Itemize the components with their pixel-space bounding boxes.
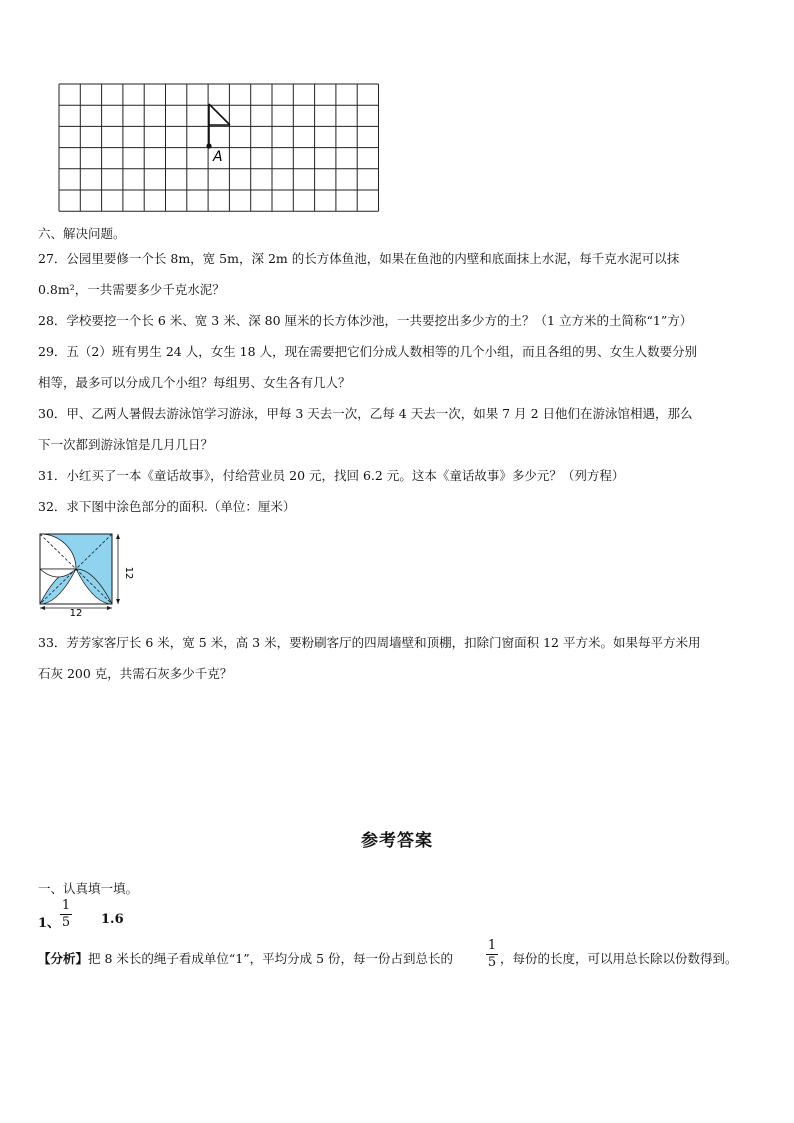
problem-31: 31．小红买了一本《童话故事》，付给营业员 20 元，找回 6.2 元。这本《童话故事》多少元？（列方程）: [38, 468, 625, 483]
problem-30-line-1: 30．甲、乙两人暑假去游泳馆学习游泳，甲每 3 天去一次，乙每 4 天去一次，如果 7 月 2 日他们在游泳馆相遇，那么: [38, 406, 693, 421]
analysis-line: [38, 951, 453, 967]
problem-28: 28．学校要挖一个长 6 米、宽 3 米、深 80 厘米的长方体沙池，一共要挖出多少方的土？（1 立方米的土简称“1”方）: [38, 313, 693, 328]
flag-shape: [209, 104, 230, 146]
problem-29-line-1: 29．五（2）班有男生 24 人，女生 18 人，现在需要把它们分成人数相等的几个小组，而且各组的男、女生人数要分别: [38, 344, 698, 359]
problem-32: 32．求下图中涂色部分的面积.（单位：厘米）: [38, 499, 296, 514]
analysis-fraction: [486, 939, 498, 970]
problem-27-line-2: 0.8m²，一共需要多少千克水泥？: [38, 282, 225, 297]
answer-1-denominator: 5: [61, 915, 71, 930]
bottom-dimension-label: 12: [69, 608, 83, 619]
problem-33-line-1: 33．芳芳家客厅长 6 米，宽 5 米，高 3 米，要粉刷客厅的四周墙壁和顶棚，扣除门窗面积 12 平方米。如果每平方米用: [38, 635, 701, 650]
point-a-dot: [206, 143, 211, 148]
section-one-title: 一、认真填一填。: [38, 881, 139, 896]
problem-29-line-2: 相等，最多可以分成几个小组？每组男、女生各有几人？: [38, 375, 351, 390]
answer-heading: 参考答案: [361, 831, 433, 851]
answer-1-second-value: 1.6: [101, 912, 124, 927]
analysis-tag: 【分析】: [38, 951, 89, 966]
point-a-label: A: [213, 149, 223, 165]
analysis-numerator: 1: [487, 938, 497, 953]
grid-lines: [59, 84, 379, 211]
analysis-text-before: 把 8 米长的绳子看成单位“1”，平均分成 5 份，每一份占到总长的: [88, 951, 454, 966]
analysis-denominator: 5: [487, 955, 497, 970]
analysis-text-after: ，每份的长度，可以用总长除以份数得到。: [500, 951, 738, 966]
answer-1-number: 1、: [38, 916, 61, 931]
grid-figure: [58, 83, 384, 215]
problem-27-line-1: 27．公园里要修一个长 8m，宽 5m，深 2m 的长方体鱼池，如果在鱼池的内壁和底面抹上水泥，每千克水泥可以抹: [38, 251, 680, 266]
right-dimension-label: 12: [123, 566, 134, 580]
answer-1-numerator: 1: [61, 898, 71, 913]
section-six-title: 六、解决问题。: [38, 226, 126, 241]
answer-1-fraction: [60, 899, 72, 930]
problem-30-line-2: 下一次都到游泳馆是几月几日？: [38, 437, 214, 452]
shaded-square-figure: [36, 530, 134, 619]
problem-33-line-2: 石灰 200 克，共需石灰多少千克？: [38, 666, 233, 681]
